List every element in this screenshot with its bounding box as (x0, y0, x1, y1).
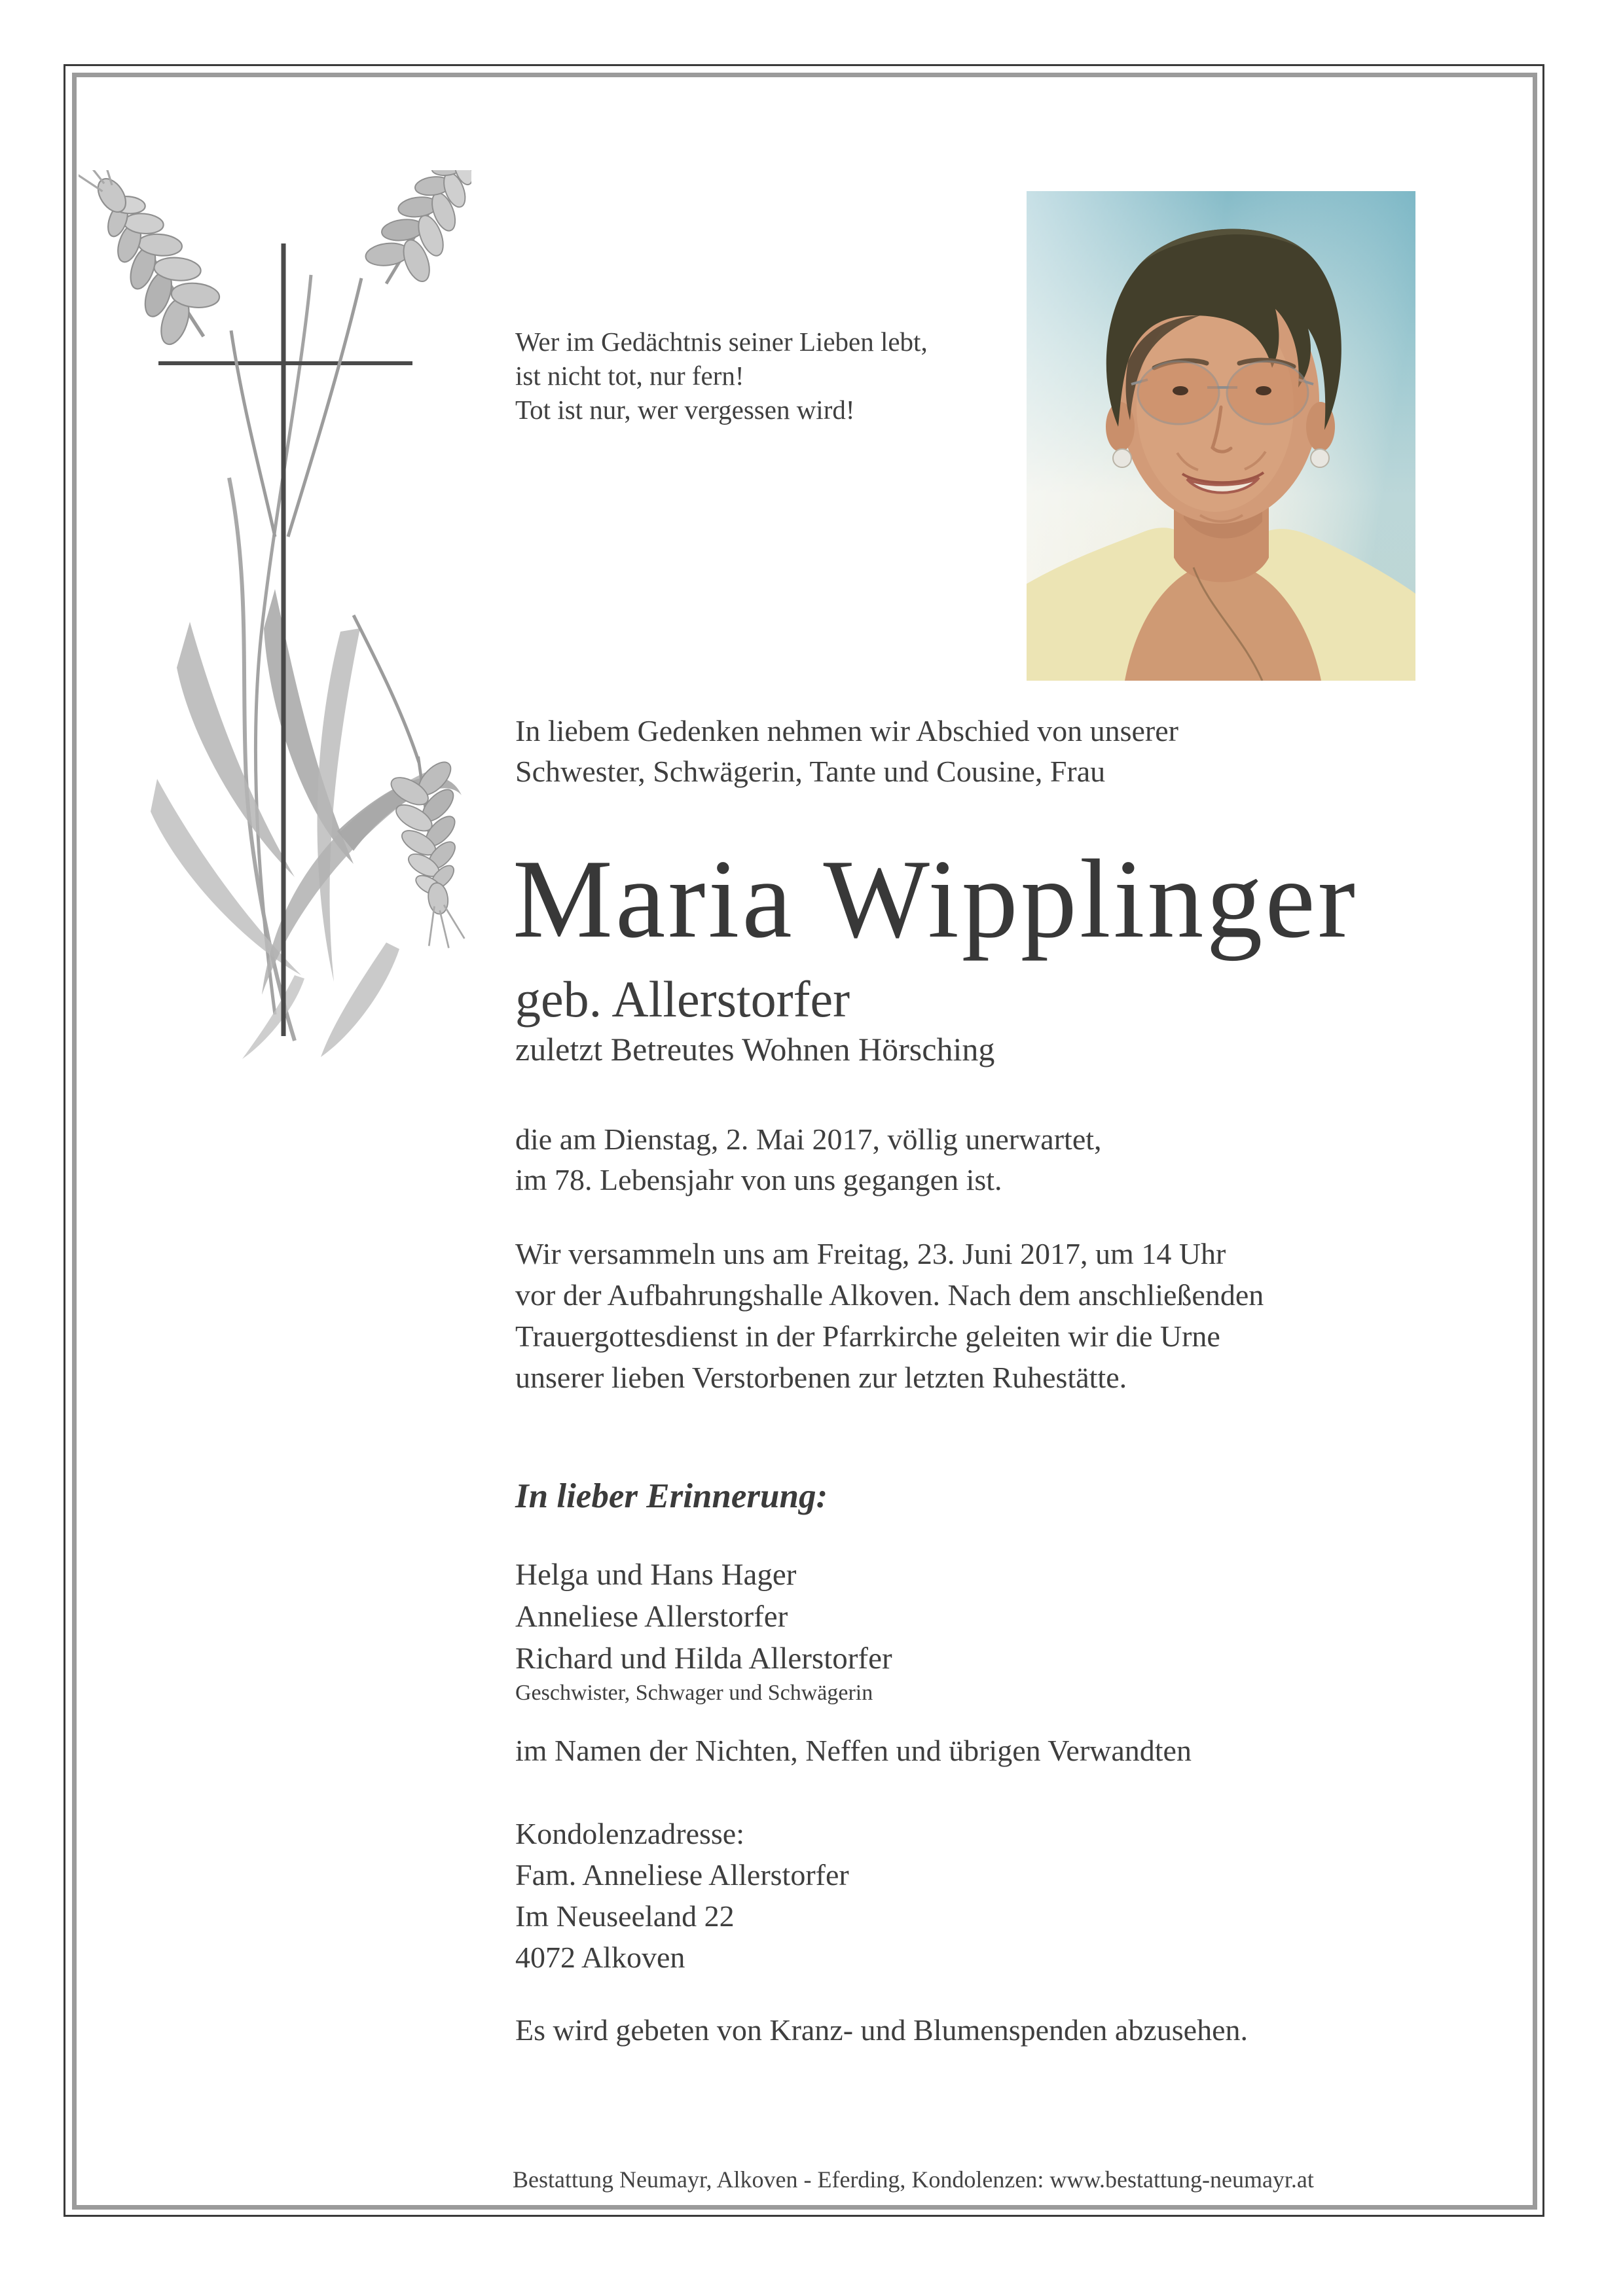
quote-line: Wer im Gedächtnis seiner Lieben lebt, (515, 327, 928, 357)
condolence-line: Im Neuseeland 22 (515, 1899, 735, 1933)
deceased-residence: zuletzt Betreutes Wohnen Hörsching (515, 1031, 995, 1067)
remembrance-heading: In lieber Erinnerung: (515, 1477, 828, 1515)
wheat-cross-illustration (79, 170, 471, 1060)
mourner-name: Anneliese Allerstorfer (515, 1600, 788, 1634)
deceased-birth-name: geb. Allerstorfer (515, 971, 850, 1028)
portrait-photo (1027, 191, 1415, 681)
flower-request: Es wird gebeten von Kranz- und Blumenspenden abzusehen. (515, 2013, 1249, 2047)
quote-line: Tot ist nur, wer vergessen wird! (515, 395, 855, 425)
mourners-relation: Geschwister, Schwager und Schwägerin (515, 1681, 873, 1705)
quote-line: ist nicht tot, nur fern! (515, 361, 744, 391)
condolence-line: Fam. Anneliese Allerstorfer (515, 1858, 849, 1892)
additional-mourners: im Namen der Nichten, Neffen und übrigen Verwandten (515, 1734, 1192, 1767)
funeral-notice-line: Wir versammeln uns am Freitag, 23. Juni 2017, um 14 Uhr (515, 1237, 1226, 1270)
deceased-name: Maria Wipplinger (513, 837, 1359, 961)
funeral-notice (515, 1233, 1264, 1398)
mourners-list (515, 1554, 892, 1679)
condolence-line: 4072 Alkoven (515, 1941, 685, 1974)
death-notice (515, 1119, 1102, 1200)
funeral-notice-line: unserer lieben Verstorbenen zur letzten Ruhestätte. (515, 1361, 1127, 1394)
death-notice-line: die am Dienstag, 2. Mai 2017, völlig unerwartet, (515, 1122, 1102, 1156)
mourner-name: Helga und Hans Hager (515, 1558, 797, 1592)
funeral-notice-line: vor der Aufbahrungshalle Alkoven. Nach dem anschließenden (515, 1278, 1264, 1312)
memorial-quote (515, 325, 928, 427)
mourner-name: Richard und Hilda Allerstorfer (515, 1641, 892, 1676)
intro-line: In liebem Gedenken nehmen wir Abschied von unserer (515, 714, 1178, 747)
farewell-intro (515, 711, 1178, 792)
condolence-heading: Kondolenzadresse: (515, 1817, 744, 1850)
death-notice-line: im 78. Lebensjahr von uns gegangen ist. (515, 1163, 1002, 1196)
intro-line: Schwester, Schwägerin, Tante und Cousine, Frau (515, 755, 1106, 788)
condolence-address (515, 1813, 849, 1978)
funeral-home-footer: Bestattung Neumayr, Alkoven - Eferding, Kondolenzen: www.bestattung-neumayr.at (513, 2166, 1314, 2193)
funeral-notice-line: Trauergottesdienst in der Pfarrkirche geleiten wir die Urne (515, 1319, 1220, 1353)
